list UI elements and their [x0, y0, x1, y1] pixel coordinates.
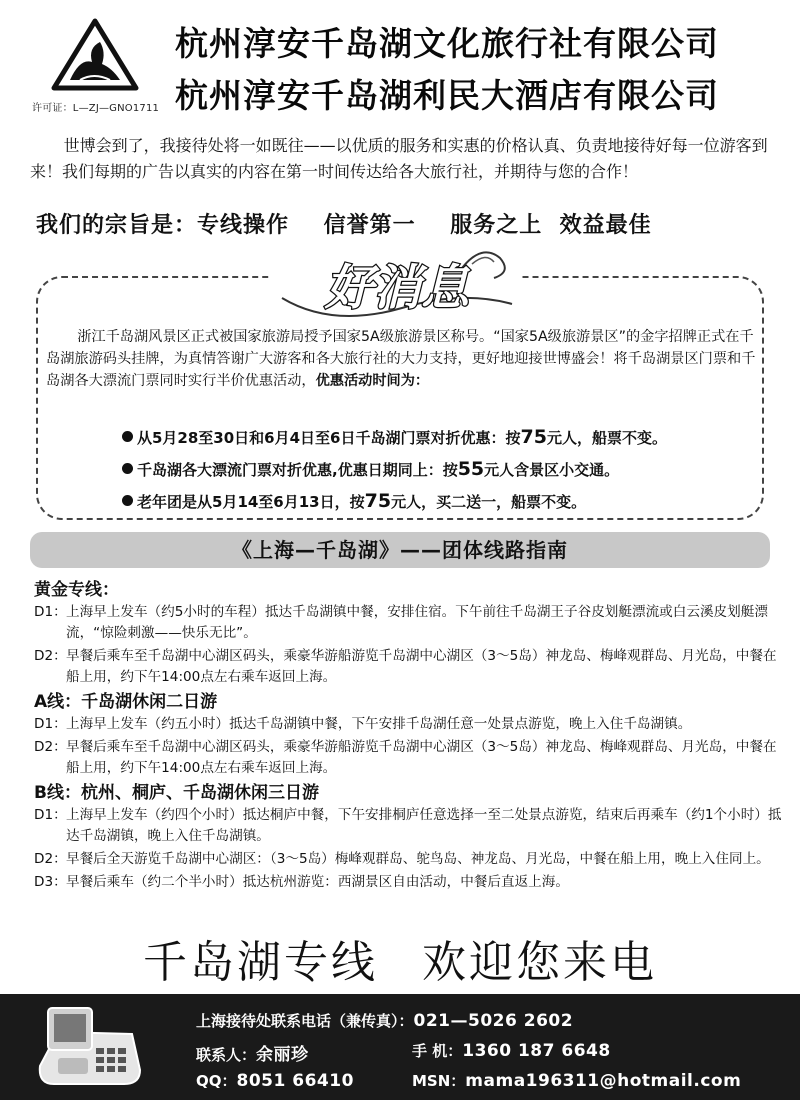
header: [0, 0, 800, 118]
good-news-text: 好消息: [324, 260, 470, 316]
itinerary-day: D2： 早餐后乘车至千岛湖中心湖区码头，乘豪华游船游览千岛湖中心湖区（3～5岛）神龙岛、梅峰观群岛、月光岛，中餐在船上用，约下午14:00点左右乘车返回上海。: [34, 739, 777, 776]
slogan-part-1: 千岛湖专线: [143, 937, 378, 988]
license-number: 许可证：L—ZJ—GNO1711: [32, 103, 160, 114]
intro-paragraph: 世博会到了，我接待处将一如既往——以优质的服务和实惠的价格认真、负责地接待好每一位游客到来！我们每期的广告以真实的内容在第一时间传达给各大旅行社，并期待与您的合作！: [30, 136, 768, 181]
itinerary-day: D1： 上海早上发车（约四个小时）抵达桐庐中餐，下午安排桐庐任意选择一至二处景点游览，结束后再乘车（约1个小时）抵达千岛湖镇，晚上入住千岛湖镇。: [34, 807, 782, 844]
promo-price: 75: [520, 426, 547, 448]
promo-item: 从5月28至30日和6月4日至6日千岛湖门票对折优惠：按75元人，船票不变。: [122, 424, 667, 456]
route-title-b: B线：杭州、桐庐、千岛湖休闲三日游: [34, 783, 319, 803]
company-name-hotel: 杭州淳安千岛湖利民大酒店有限公司: [175, 76, 719, 115]
itinerary-day: D1： 上海早上发车（约五小时）抵达千岛湖镇中餐，下午安排千岛湖任意一处景点游览，晚上入住千岛湖镇。: [34, 716, 692, 732]
itinerary-day: D3： 早餐后乘车（约二个半小时）抵达杭州游览：西湖景区自由活动，中餐后直返上海。: [34, 874, 569, 890]
route-title-gold: 黄金专线：: [34, 580, 119, 600]
promo-item: 千岛湖各大漂流门票对折优惠,优惠日期同上：按55元人含景区小交通。: [122, 456, 667, 488]
company-logo-icon: [50, 18, 140, 94]
promo-period-label: 优惠活动时间为：: [315, 373, 430, 389]
news-paragraph: 浙江千岛湖风景区正式被国家旅游局授予国家5A级旅游景区称号。“国家5A级旅游景区”的金字招牌正式在千岛湖旅游码头挂牌，为真情答谢广大游客和各大旅行社的大力支持，更好地迎接世博盛会！将千岛湖景区门票和千岛湖各大漂流门票同时实行半价优惠活动，: [46, 329, 756, 389]
contact-person: 联系人：余丽珍: [196, 1045, 309, 1065]
routes: [34, 576, 784, 895]
contact-footer: [0, 994, 800, 1100]
motto: 我们的宗旨是：专线操作 信誉第一 服务之上 效益最佳: [36, 213, 652, 238]
slogan: [0, 934, 800, 992]
bullet-icon: [122, 431, 133, 442]
promo-item: 老年团是从5月14至6月13日，按75元人，买二送一，船票不变。: [122, 488, 667, 520]
office-phone: 上海接待处联系电话（兼传真）：021—5026 2602: [196, 1011, 574, 1031]
telephone-icon: [34, 1004, 144, 1090]
good-news-banner: [272, 238, 522, 336]
company-name-travel: 杭州淳安千岛湖文化旅行社有限公司: [175, 24, 719, 63]
news-body: [46, 326, 758, 392]
msn-account: MSN：mama196311@hotmail.com: [412, 1071, 742, 1091]
promo-list: [122, 424, 667, 520]
promo-price: 55: [457, 458, 485, 480]
promo-price: 75: [364, 490, 392, 512]
itinerary-day: D1： 上海早上发车（约5小时的车程）抵达千岛湖镇中餐，安排住宿。下午前往千岛湖王子谷皮划艇漂流或白云溪皮划艇漂流，“惊险刺激——快乐无比”。: [34, 604, 768, 641]
itinerary-day: D2： 早餐后乘车至千岛湖中心湖区码头，乘豪华游船游览千岛湖中心湖区（3～5岛）神龙岛、梅峰观群岛、月光岛，中餐在船上用，约下午14:00点左右乘车返回上海。: [34, 648, 777, 685]
slogan-part-2: 欢迎您来电: [422, 937, 657, 988]
bullet-icon: [122, 495, 133, 506]
qq-number: QQ：8051 66410: [196, 1071, 354, 1091]
route-guide-title: 《上海—千岛湖》——团体线路指南: [30, 532, 770, 568]
route-title-a: A线：千岛湖休闲二日游: [34, 692, 218, 712]
itinerary-day: D2： 早餐后全天游览千岛湖中心湖区：（3～5岛）梅峰观群岛、鸵鸟岛、神龙岛、月光岛，中餐在船上用，晚上入住同上。: [34, 851, 770, 867]
bullet-icon: [122, 463, 133, 474]
mobile-phone: 手 机：1360 187 6648: [412, 1041, 611, 1061]
